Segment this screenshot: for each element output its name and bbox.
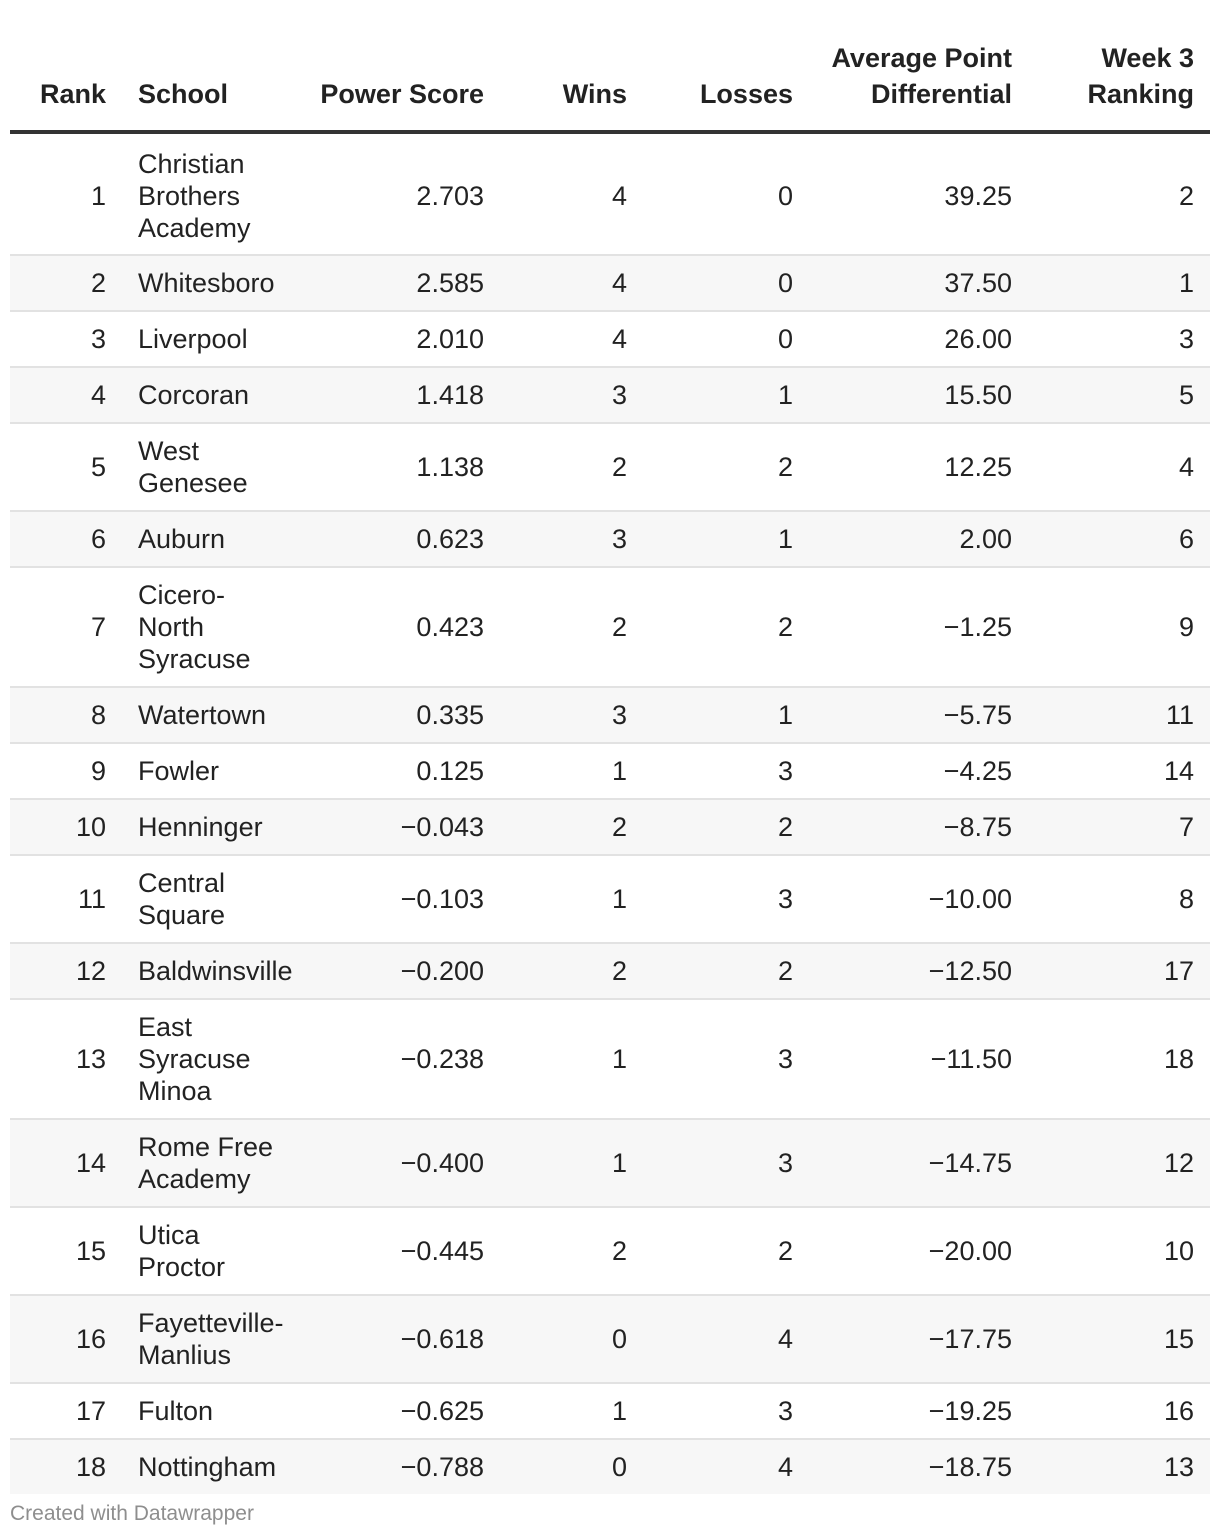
table-row [10, 743, 1210, 799]
cell-power: −0.445 [302, 1207, 500, 1295]
cell-week3: 1 [1028, 255, 1210, 311]
table-row [10, 799, 1210, 855]
cell-apd: −1.25 [809, 567, 1028, 687]
cell-week3: 5 [1028, 367, 1210, 423]
cell-week3: 14 [1028, 743, 1210, 799]
cell-week3: 8 [1028, 855, 1210, 943]
cell-week3: 15 [1028, 1295, 1210, 1383]
table-row [10, 1207, 1210, 1295]
cell-week3: 9 [1028, 567, 1210, 687]
cell-rank: 12 [10, 943, 122, 999]
cell-wins: 2 [500, 567, 643, 687]
power-rankings-table-container [10, 40, 1210, 1494]
table-row [10, 687, 1210, 743]
cell-power: 0.335 [302, 687, 500, 743]
cell-school: Christian Brothers Academy [122, 132, 302, 255]
cell-wins: 0 [500, 1439, 643, 1494]
cell-school: Whitesboro [122, 255, 302, 311]
cell-school: Henninger [122, 799, 302, 855]
cell-wins: 3 [500, 511, 643, 567]
cell-power: −0.103 [302, 855, 500, 943]
cell-rank: 13 [10, 999, 122, 1119]
cell-apd: −11.50 [809, 999, 1028, 1119]
cell-week3: 11 [1028, 687, 1210, 743]
cell-school: Watertown [122, 687, 302, 743]
column-header-losses: Losses [643, 40, 809, 132]
cell-rank: 11 [10, 855, 122, 943]
cell-wins: 4 [500, 255, 643, 311]
cell-rank: 8 [10, 687, 122, 743]
table-row [10, 999, 1210, 1119]
cell-rank: 18 [10, 1439, 122, 1494]
cell-losses: 3 [643, 743, 809, 799]
cell-losses: 1 [643, 687, 809, 743]
table-row [10, 943, 1210, 999]
cell-rank: 17 [10, 1383, 122, 1439]
column-header-wins: Wins [500, 40, 643, 132]
cell-rank: 10 [10, 799, 122, 855]
cell-school: Auburn [122, 511, 302, 567]
cell-week3: 10 [1028, 1207, 1210, 1295]
cell-power: −0.043 [302, 799, 500, 855]
cell-rank: 2 [10, 255, 122, 311]
cell-apd: −10.00 [809, 855, 1028, 943]
cell-apd: −20.00 [809, 1207, 1028, 1295]
cell-week3: 13 [1028, 1439, 1210, 1494]
table-row [10, 367, 1210, 423]
table-body [10, 132, 1210, 1494]
cell-losses: 2 [643, 943, 809, 999]
cell-power: 2.703 [302, 132, 500, 255]
cell-week3: 2 [1028, 132, 1210, 255]
table-row [10, 1119, 1210, 1207]
cell-wins: 2 [500, 943, 643, 999]
cell-wins: 2 [500, 1207, 643, 1295]
cell-power: −0.625 [302, 1383, 500, 1439]
cell-wins: 1 [500, 855, 643, 943]
cell-apd: −14.75 [809, 1119, 1028, 1207]
table-row [10, 132, 1210, 255]
cell-apd: 12.25 [809, 423, 1028, 511]
cell-week3: 7 [1028, 799, 1210, 855]
cell-wins: 1 [500, 743, 643, 799]
column-header-week3: Week 3 Ranking [1028, 40, 1210, 132]
cell-apd: −18.75 [809, 1439, 1028, 1494]
cell-week3: 18 [1028, 999, 1210, 1119]
cell-power: −0.400 [302, 1119, 500, 1207]
table-row [10, 855, 1210, 943]
datawrapper-credit: Created with Datawrapper [10, 1502, 254, 1525]
cell-week3: 3 [1028, 311, 1210, 367]
cell-power: 2.585 [302, 255, 500, 311]
cell-losses: 2 [643, 799, 809, 855]
cell-power: −0.238 [302, 999, 500, 1119]
cell-rank: 16 [10, 1295, 122, 1383]
cell-school: Baldwinsville [122, 943, 302, 999]
cell-wins: 4 [500, 311, 643, 367]
cell-apd: −12.50 [809, 943, 1028, 999]
cell-power: 1.418 [302, 367, 500, 423]
cell-week3: 17 [1028, 943, 1210, 999]
cell-school: Corcoran [122, 367, 302, 423]
cell-losses: 0 [643, 311, 809, 367]
cell-losses: 3 [643, 855, 809, 943]
cell-apd: 26.00 [809, 311, 1028, 367]
cell-wins: 1 [500, 999, 643, 1119]
table-row [10, 1383, 1210, 1439]
cell-wins: 3 [500, 687, 643, 743]
cell-rank: 1 [10, 132, 122, 255]
cell-week3: 12 [1028, 1119, 1210, 1207]
cell-rank: 5 [10, 423, 122, 511]
header-row [10, 40, 1210, 132]
cell-losses: 2 [643, 1207, 809, 1295]
table-row [10, 255, 1210, 311]
cell-losses: 1 [643, 367, 809, 423]
table-row [10, 311, 1210, 367]
cell-rank: 4 [10, 367, 122, 423]
cell-losses: 2 [643, 423, 809, 511]
cell-apd: −8.75 [809, 799, 1028, 855]
cell-wins: 0 [500, 1295, 643, 1383]
cell-losses: 1 [643, 511, 809, 567]
cell-school: Fowler [122, 743, 302, 799]
cell-apd: −17.75 [809, 1295, 1028, 1383]
column-header-apd: Average Point Differential [809, 40, 1028, 132]
cell-losses: 3 [643, 1383, 809, 1439]
cell-losses: 4 [643, 1439, 809, 1494]
cell-power: 2.010 [302, 311, 500, 367]
cell-week3: 16 [1028, 1383, 1210, 1439]
cell-losses: 2 [643, 567, 809, 687]
power-rankings-table [10, 40, 1210, 1494]
cell-school: Central Square [122, 855, 302, 943]
cell-wins: 2 [500, 423, 643, 511]
cell-rank: 14 [10, 1119, 122, 1207]
cell-wins: 1 [500, 1119, 643, 1207]
cell-apd: 2.00 [809, 511, 1028, 567]
cell-apd: 37.50 [809, 255, 1028, 311]
cell-school: Liverpool [122, 311, 302, 367]
cell-losses: 4 [643, 1295, 809, 1383]
cell-school: Nottingham [122, 1439, 302, 1494]
cell-school: East Syracuse Minoa [122, 999, 302, 1119]
cell-power: 0.125 [302, 743, 500, 799]
cell-losses: 0 [643, 132, 809, 255]
cell-school: West Genesee [122, 423, 302, 511]
table-row [10, 423, 1210, 511]
cell-apd: 15.50 [809, 367, 1028, 423]
cell-rank: 3 [10, 311, 122, 367]
cell-power: 0.623 [302, 511, 500, 567]
cell-rank: 15 [10, 1207, 122, 1295]
cell-power: −0.788 [302, 1439, 500, 1494]
cell-rank: 6 [10, 511, 122, 567]
cell-power: −0.618 [302, 1295, 500, 1383]
cell-power: 0.423 [302, 567, 500, 687]
cell-school: Cicero-North Syracuse [122, 567, 302, 687]
table-row [10, 511, 1210, 567]
table-row [10, 1439, 1210, 1494]
cell-power: 1.138 [302, 423, 500, 511]
cell-apd: −4.25 [809, 743, 1028, 799]
cell-apd: −5.75 [809, 687, 1028, 743]
column-header-school: School [122, 40, 302, 132]
table-row [10, 567, 1210, 687]
table-row [10, 1295, 1210, 1383]
cell-week3: 6 [1028, 511, 1210, 567]
column-header-rank: Rank [10, 40, 122, 132]
cell-apd: −19.25 [809, 1383, 1028, 1439]
cell-losses: 0 [643, 255, 809, 311]
table-header [10, 40, 1210, 132]
cell-week3: 4 [1028, 423, 1210, 511]
cell-power: −0.200 [302, 943, 500, 999]
cell-school: Rome Free Academy [122, 1119, 302, 1207]
cell-school: Utica Proctor [122, 1207, 302, 1295]
cell-school: Fulton [122, 1383, 302, 1439]
cell-losses: 3 [643, 1119, 809, 1207]
cell-losses: 3 [643, 999, 809, 1119]
cell-apd: 39.25 [809, 132, 1028, 255]
cell-rank: 7 [10, 567, 122, 687]
column-header-power: Power Score [302, 40, 500, 132]
cell-wins: 3 [500, 367, 643, 423]
cell-wins: 2 [500, 799, 643, 855]
cell-wins: 4 [500, 132, 643, 255]
cell-school: Fayetteville-Manlius [122, 1295, 302, 1383]
cell-rank: 9 [10, 743, 122, 799]
cell-wins: 1 [500, 1383, 643, 1439]
